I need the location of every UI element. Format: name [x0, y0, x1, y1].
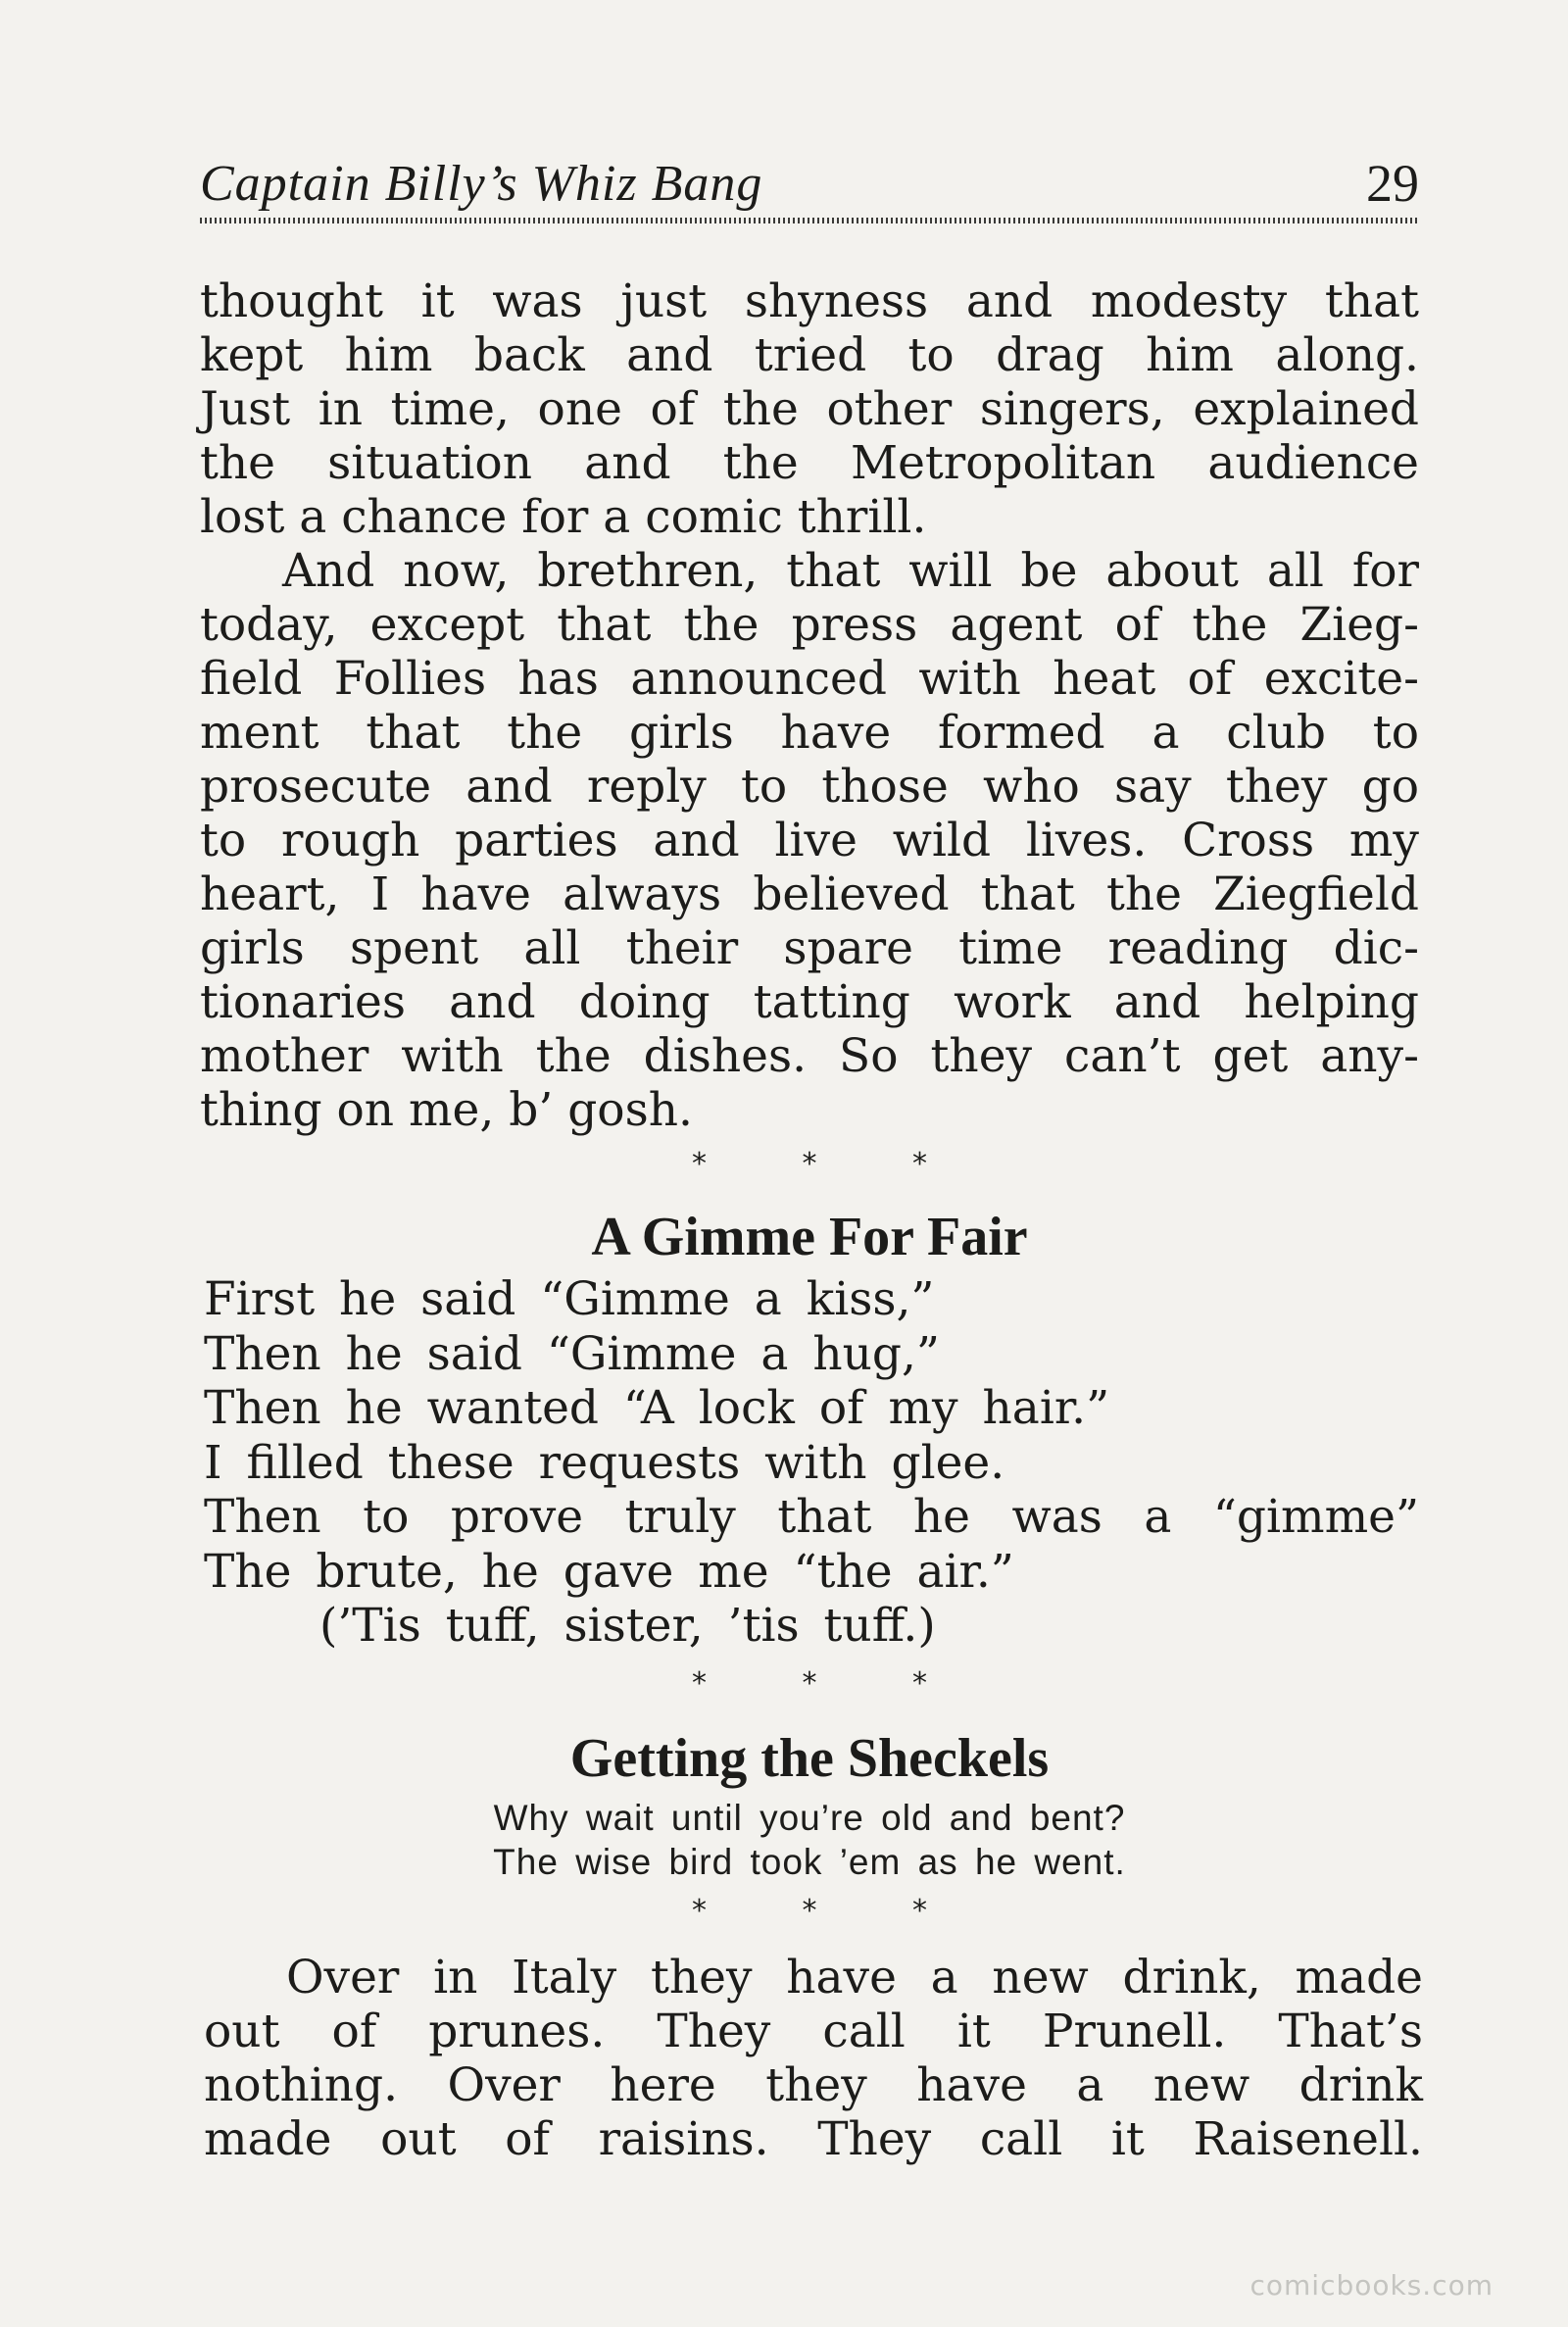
section-separator: * * * — [691, 1894, 971, 1928]
text-line: mother with the dishes. So they can’t get any- — [200, 1029, 1419, 1083]
text-line: heart, I have always believed that the Ziegfield — [200, 867, 1419, 921]
intro-paragraph — [200, 274, 1419, 544]
poem-line: The brute, he gave me “the air.” — [204, 1544, 1014, 1599]
site-watermark: comicbooks.com — [1250, 2269, 1494, 2302]
text-line: made out of raisins. They call it Raisenell. — [204, 2112, 1423, 2166]
couplet-title: Getting the Sheckels — [569, 1728, 1050, 1789]
text-line: And now, brethren, that will be about all for — [282, 544, 1419, 598]
closing-paragraph — [204, 1951, 1423, 2166]
poem-line: Then to prove truly that he was a “gimme” — [204, 1490, 1419, 1544]
text-line: Just in time, one of the other singers, explained — [200, 382, 1419, 436]
text-line: today, except that the press agent of the Zieg- — [200, 598, 1419, 652]
text-line: girls spent all their spare time reading dic- — [200, 921, 1419, 975]
section-separator: * * * — [691, 1666, 971, 1701]
text-line: Over in Italy they have a new drink, made — [286, 1951, 1423, 2005]
text-line: nothing. Over here they have a new drink — [204, 2058, 1423, 2112]
header-dotted-rule — [200, 218, 1419, 223]
brethren-paragraph — [200, 544, 1419, 1137]
publication-title: Captain Billy’s Whiz Bang — [200, 156, 763, 212]
poem-line: I filled these requests with glee. — [204, 1435, 1005, 1490]
couplet-line: Why wait until you’re old and bent? — [493, 1798, 1126, 1838]
poem-line: Then he wanted “A lock of my hair.” — [204, 1381, 1110, 1435]
couplet — [200, 1796, 1419, 1884]
couplet-line: The wise bird took ’em as he went. — [493, 1842, 1126, 1882]
text-line: the situation and the Metropolitan audience — [200, 436, 1419, 490]
text-line: ment that the girls have formed a club to — [200, 706, 1419, 760]
running-header — [200, 155, 1419, 216]
poem-line: First he said “Gimme a kiss,” — [204, 1272, 935, 1326]
text-line: thought it was just shyness and modesty that — [200, 274, 1419, 328]
text-line: field Follies has announced with heat of excite- — [200, 652, 1419, 706]
text-line: thing on me, b’ gosh. — [200, 1083, 693, 1137]
poem-line: Then he said “Gimme a hug,” — [204, 1326, 940, 1381]
text-line: to rough parties and live wild lives. Cross my — [200, 814, 1419, 867]
poem — [204, 1272, 1419, 1654]
page-number: 29 — [1366, 154, 1419, 213]
text-line: tionaries and doing tatting work and helping — [200, 975, 1419, 1029]
text-line: out of prunes. They call it Prunell. That’s — [204, 2005, 1423, 2058]
text-line: prosecute and reply to those who say they go — [200, 760, 1419, 814]
section-separator: * * * — [691, 1147, 971, 1181]
poem-line: (’Tis tuff, sister, ’tis tuff.) — [319, 1599, 936, 1653]
text-line: lost a chance for a comic thrill. — [200, 490, 927, 544]
text-line: kept him back and tried to drag him along. — [200, 328, 1419, 382]
poem-title: A Gimme For Fair — [591, 1207, 1028, 1267]
